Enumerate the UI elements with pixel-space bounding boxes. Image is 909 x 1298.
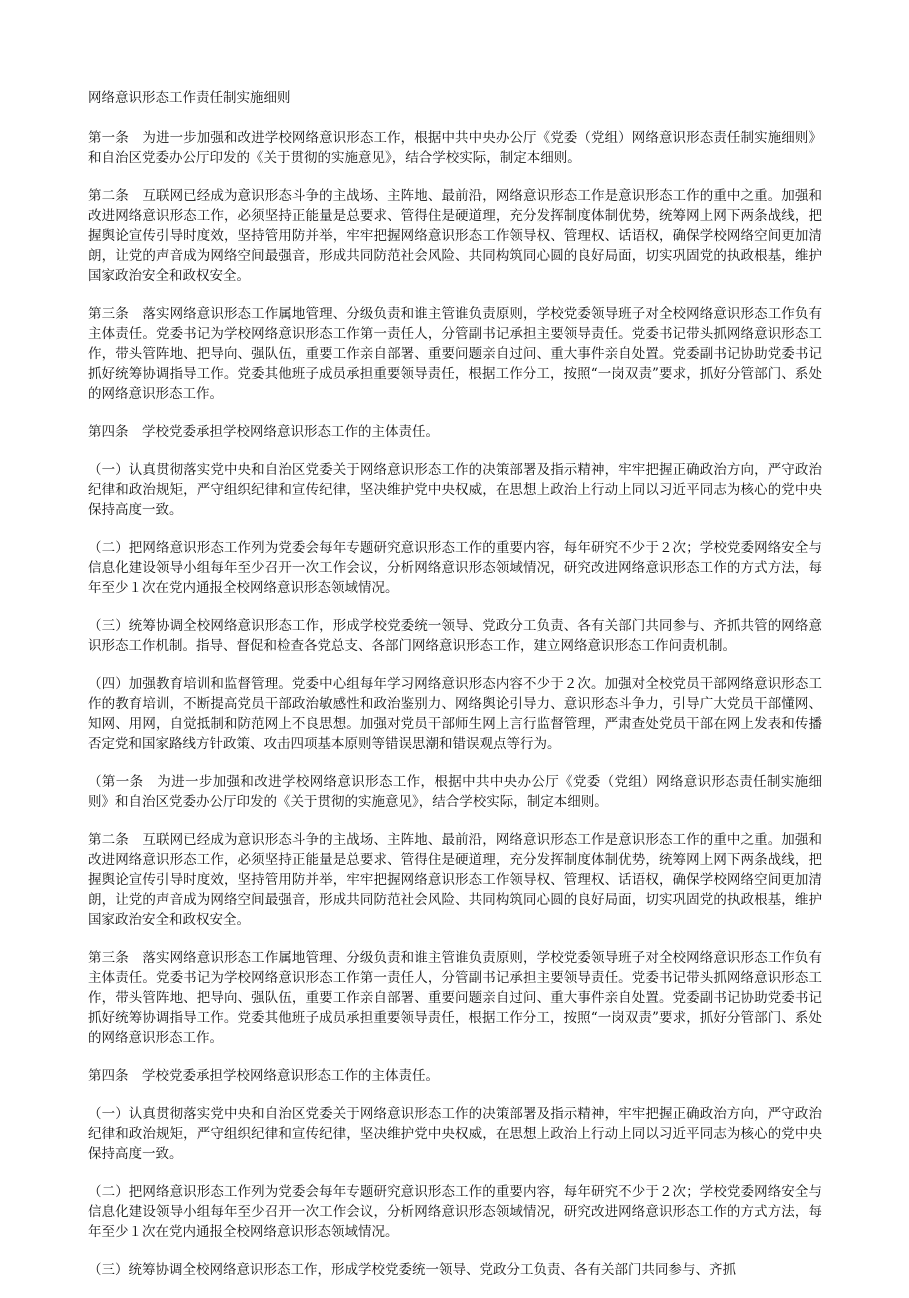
paragraph-item-2-repeat: （二）把网络意识形态工作列为党委会每年专题研究意识形态工作的重要内容，每年研究不少于２次；学校党委网络安全与信息化建设领导小组每年至少召开一次工作会议，分析网络意识形态领域情况，研究改进网络意识形态工作的方式方法，每年至少１次在党内通报全校网络意识形态领域情况。	[88, 1184, 822, 1240]
paragraph-article-1: 第一条 为进一步加强和改进学校网络意识形态工作，根据中共中央办公厅《党委（党组）网络意识形态责任制实施细则》和自治区党委办公厅印发的《关于贯彻的实施意见》，结合学校实际，制定本细则。	[88, 130, 822, 166]
paragraph-article-2: 第二条 互联网已经成为意识形态斗争的主战场、主阵地、最前沿，网络意识形态工作是意识形态工作的重中之重。加强和改进网络意识形态工作，必须坚持正能量是总要求、管得住是硬道理，充分发挥制度体制优势，统筹网上网下两条战线，把握舆论宣传引导时度效，坚持管用防并举，牢牢把握网络意识形态工作领导权、管理权、话语权，确保学校网络空间更加清朗，让党的声音成为网络空间最强音，形成共同防范社会风险、共同构筑同心圆的良好局面，切实巩固党的执政根基，维护国家政治安全和政权安全。	[88, 188, 822, 284]
paragraph-item-1-repeat: （一）认真贯彻落实党中央和自治区党委关于网络意识形态工作的决策部署及指示精神，牢牢把握正确政治方向，严守政治纪律和政治规矩，严守组织纪律和宣传纪律，坚决维护党中央权威，在思想上政治上行动上同以习近平同志为核心的党中央保持高度一致。	[88, 1106, 822, 1162]
paragraph-article-3: 第三条 落实网络意识形态工作属地管理、分级负责和谁主管谁负责原则，学校党委领导班子对全校网络意识形态工作负有主体责任。党委书记为学校网络意识形态工作第一责任人，分管副书记承担主要领导责任。党委书记带头抓网络意识形态工作，带头管阵地、把导向、强队伍，重要工作亲自部署、重要问题亲自过问、重大事件亲自处置。党委副书记协助党委书记抓好统筹协调指导工作。党委其他班子成员承担重要领导责任，根据工作分工，按照“一岗双责”要求，抓好分管部门、系处的网络意识形态工作。	[88, 306, 822, 402]
paragraph-item-2: （二）把网络意识形态工作列为党委会每年专题研究意识形态工作的重要内容，每年研究不少于２次；学校党委网络安全与信息化建设领导小组每年至少召开一次工作会议，分析网络意识形态领域情况，研究改进网络意识形态工作的方式方法，每年至少１次在党内通报全校网络意识形态领域情况。	[88, 540, 822, 596]
paragraph-item-3-repeat: （三）统筹协调全校网络意识形态工作，形成学校党委统一领导、党政分工负责、各有关部门共同参与、齐抓	[88, 1262, 736, 1278]
paragraph-item-1: （一）认真贯彻落实党中央和自治区党委关于网络意识形态工作的决策部署及指示精神，牢牢把握正确政治方向，严守政治纪律和政治规矩，严守组织纪律和宣传纪律，坚决维护党中央权威，在思想上政治上行动上同以习近平同志为核心的党中央保持高度一致。	[88, 462, 822, 518]
paragraph-article-2-repeat: 第二条 互联网已经成为意识形态斗争的主战场、主阵地、最前沿，网络意识形态工作是意识形态工作的重中之重。加强和改进网络意识形态工作，必须坚持正能量是总要求、管得住是硬道理，充分发挥制度体制优势，统筹网上网下两条战线，把握舆论宣传引导时度效，坚持管用防并举，牢牢把握网络意识形态工作领导权、管理权、话语权，确保学校网络空间更加清朗，让党的声音成为网络空间最强音，形成共同防范社会风险、共同构筑同心圆的良好局面，切实巩固党的执政根基，维护国家政治安全和政权安全。	[88, 832, 822, 928]
paragraph-article-4: 第四条 学校党委承担学校网络意识形态工作的主体责任。	[88, 424, 439, 440]
paragraph-article-4-repeat: 第四条 学校党委承担学校网络意识形态工作的主体责任。	[88, 1068, 439, 1084]
paragraph-item-4: （四）加强教育培训和监督管理。党委中心组每年学习网络意识形态内容不少于２次。加强对全校党员干部网络意识形态工作的教育培训，不断提高党员干部政治敏感性和政治鉴别力、网络舆论引导力、意识形态斗争力，引导广大党员干部懂网、知网、用网，自觉抵制和防范网上不良思想。加强对党员干部师生网上言行监督管理，严肃查处党员干部在网上发表和传播否定党和国家路线方针政策、攻击四项基本原则等错误思潮和错误观点等行为。	[88, 676, 822, 752]
document-title: 网络意识形态工作责任制实施细则	[88, 90, 291, 106]
document-page	[88, 88, 822, 1298]
paragraph-item-3: （三）统筹协调全校网络意识形态工作，形成学校党委统一领导、党政分工负责、各有关部门共同参与、齐抓共管的网络意识形态工作机制。指导、督促和检查各党总支、各部门网络意识形态工作，建立网络意识形态工作问责机制。	[88, 618, 822, 654]
paragraph-article-1-repeat: （第一条 为进一步加强和改进学校网络意识形态工作，根据中共中央办公厅《党委（党组）网络意识形态责任制实施细则》和自治区党委办公厅印发的《关于贯彻的实施意见》，结合学校实际，制定本细则。	[88, 774, 822, 810]
paragraph-article-3-repeat: 第三条 落实网络意识形态工作属地管理、分级负责和谁主管谁负责原则，学校党委领导班子对全校网络意识形态工作负有主体责任。党委书记为学校网络意识形态工作第一责任人，分管副书记承担主要领导责任。党委书记带头抓网络意识形态工作，带头管阵地、把导向、强队伍，重要工作亲自部署、重要问题亲自过问、重大事件亲自处置。党委副书记协助党委书记抓好统筹协调指导工作。党委其他班子成员承担重要领导责任，根据工作分工，按照“一岗双责”要求，抓好分管部门、系处的网络意识形态工作。	[88, 950, 822, 1046]
